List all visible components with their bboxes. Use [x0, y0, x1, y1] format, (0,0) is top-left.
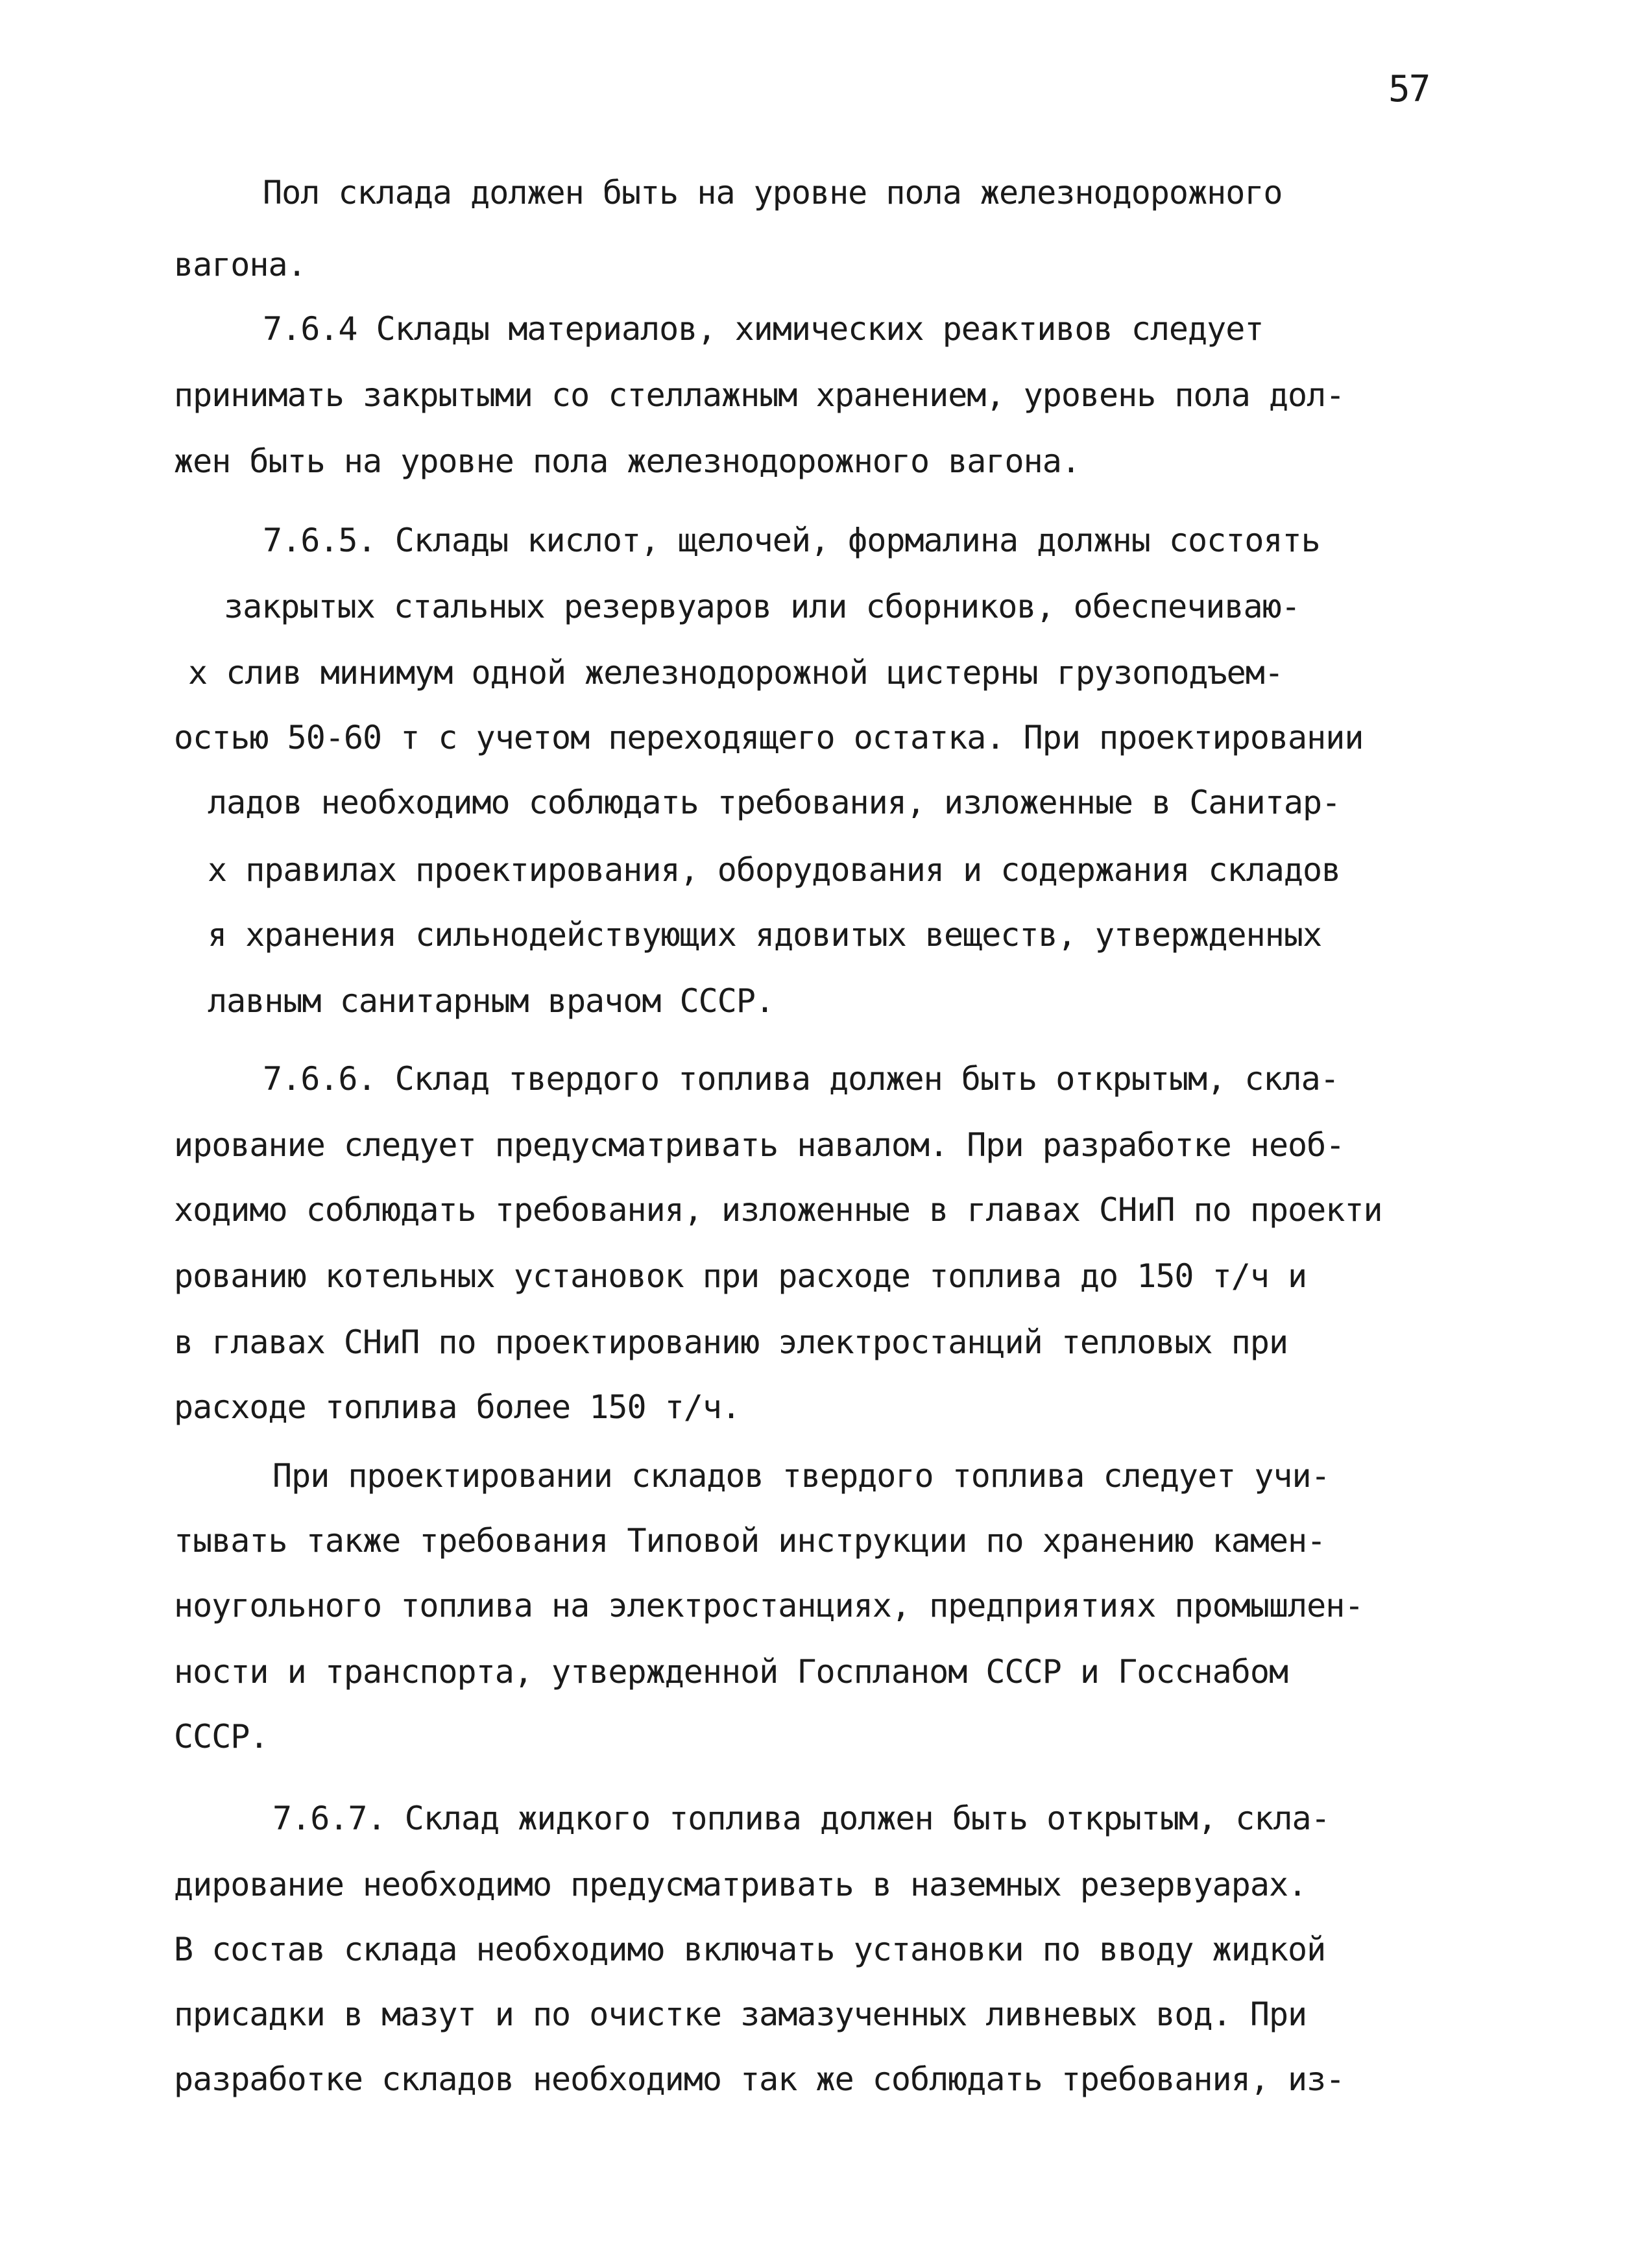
text-line: принимать закрытыми со стеллажным хранением, уровень пола дол-: [174, 376, 1345, 414]
page-number: 57: [1388, 68, 1430, 110]
text-line: ноугольного топлива на электростанциях, предприятиях промышлен-: [174, 1587, 1364, 1624]
text-line: ходимо соблюдать требования, изложенные в главах СНиП по проекти: [174, 1191, 1382, 1229]
text-line: СССР.: [174, 1718, 269, 1755]
text-line: 7.6.4 Склады материалов, химических реактивов следует: [263, 310, 1264, 348]
text-line: в главах СНиП по проектированию электростанций тепловых при: [174, 1323, 1288, 1361]
text-line: х слив минимум одной железнодорожной цистерны грузоподъем-: [188, 654, 1283, 692]
text-line: В состав склада необходимо включать установки по вводу жидкой: [174, 1931, 1326, 1968]
text-line: рованию котельных установок при расходе топлива до 150 т/ч и: [174, 1257, 1307, 1295]
text-line: вагона.: [174, 246, 306, 284]
text-line: тывать также требования Типовой инструкции по хранению камен-: [174, 1522, 1326, 1560]
text-line: 7.6.6. Склад твердого топлива должен быть открытым, скла-: [263, 1060, 1339, 1098]
text-line: При проектировании складов твердого топлива следует учи-: [272, 1457, 1330, 1495]
text-line: остью 50-60 т с учетом переходящего остатка. При проектировании: [174, 719, 1364, 756]
text-line: я хранения сильнодействующих ядовитых веществ, утвержденных: [208, 916, 1322, 954]
text-line: дирование необходимо предусматривать в наземных резервуарах.: [174, 1866, 1307, 1903]
text-line: ладов необходимо соблюдать требования, изложенные в Санитар-: [208, 784, 1341, 821]
text-line: х правилах проектирования, оборудования и содержания складов: [208, 851, 1341, 889]
text-line: присадки в мазут и по очистке замазученных ливневых вод. При: [174, 1996, 1307, 2033]
text-line: расходе топлива более 150 т/ч.: [174, 1388, 741, 1426]
text-line: жен быть на уровне пола железнодорожного вагона.: [174, 442, 1080, 480]
text-line: 7.6.7. Склад жидкого топлива должен быть открытым, скла-: [272, 1800, 1330, 1837]
text-line: лавным санитарным врачом СССР.: [208, 982, 775, 1020]
text-line: разработке складов необходимо так же соблюдать требования, из-: [174, 2060, 1345, 2098]
text-line: Пол склада должен быть на уровне пола железнодорожного: [263, 174, 1283, 211]
text-line: ирование следует предусматривать навалом. При разработке необ-: [174, 1126, 1345, 1164]
text-line: закрытых стальных резервуаров или сборников, обеспечиваю-: [224, 588, 1300, 625]
text-line: ности и транспорта, утвержденной Госпланом СССР и Госснабом: [174, 1653, 1288, 1691]
text-line: 7.6.5. Склады кислот, щелочей, формалина должны состоять: [263, 522, 1320, 559]
